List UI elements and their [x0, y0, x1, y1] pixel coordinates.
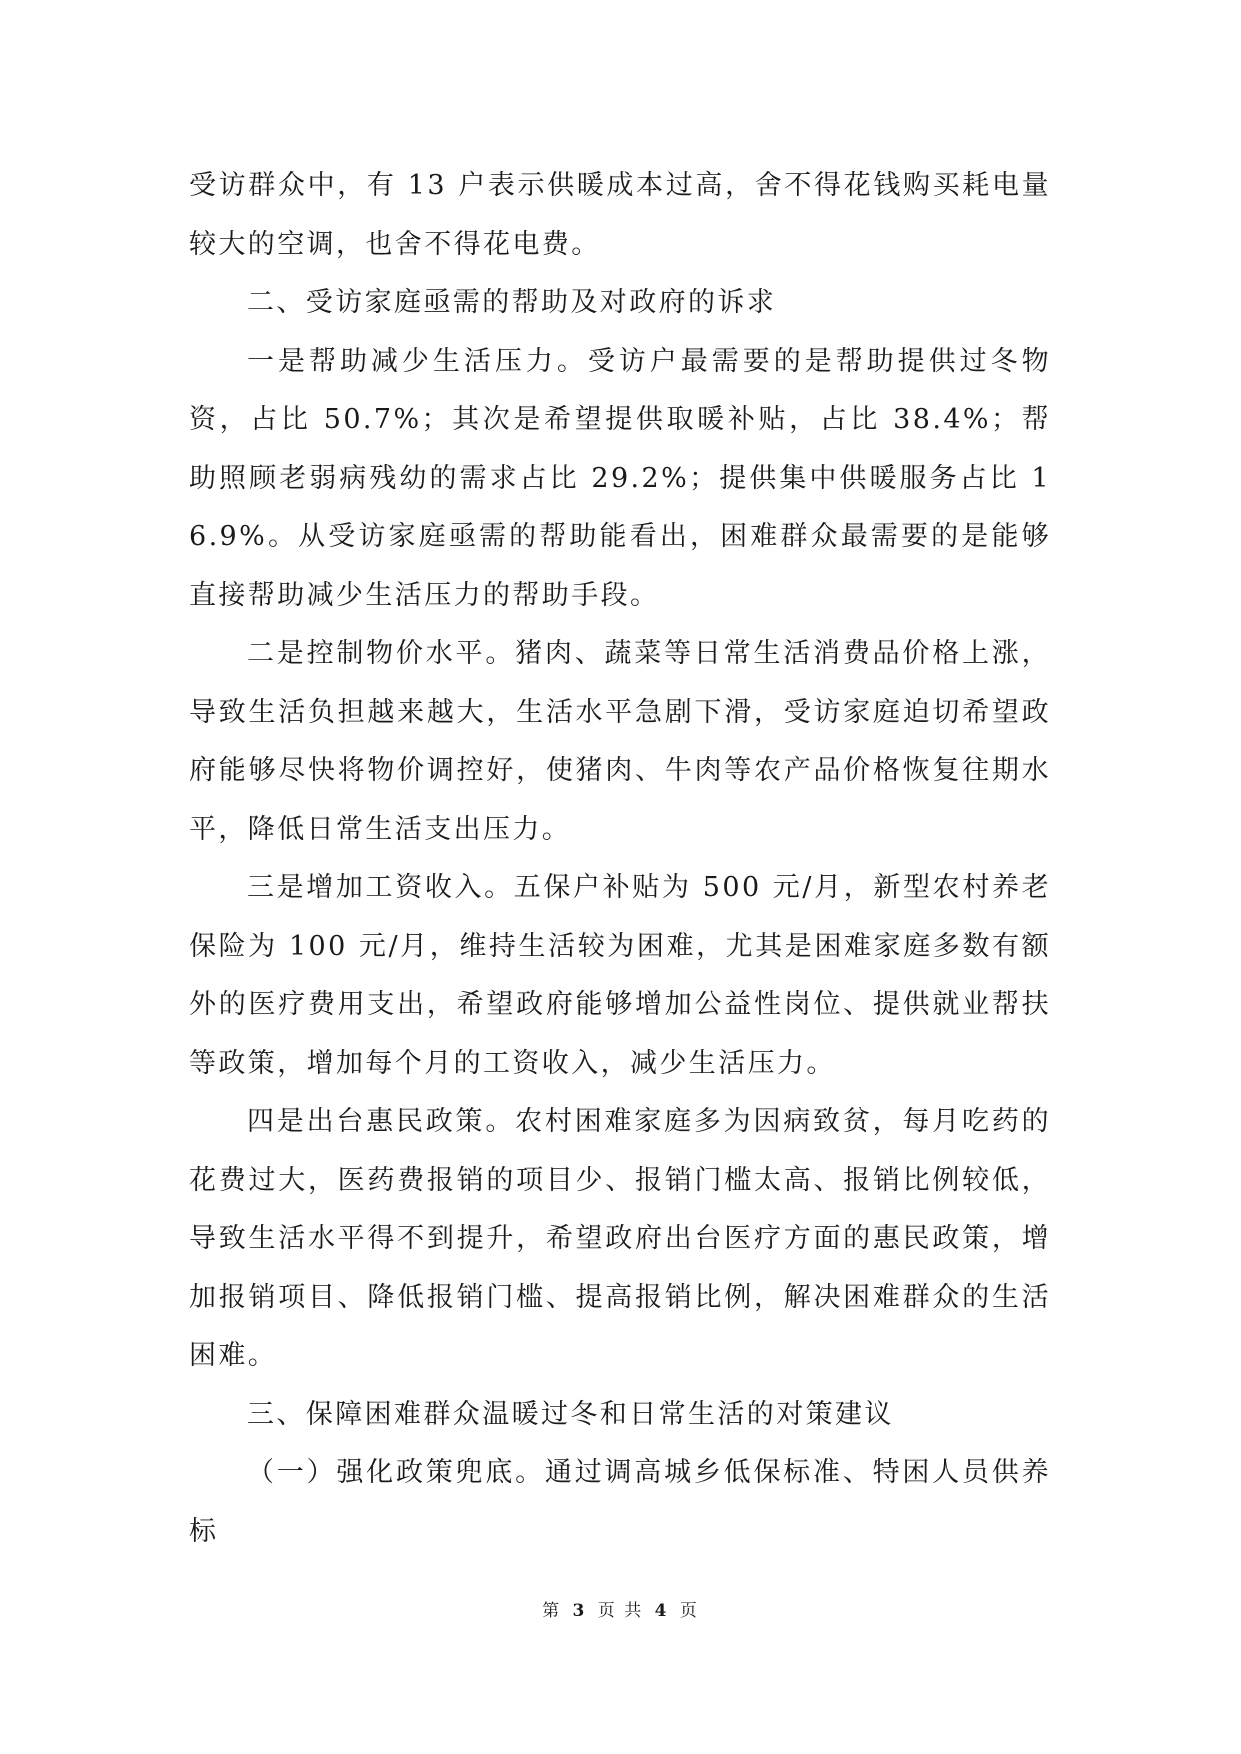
- paragraph-policy-backstop: （一）强化政策兜底。通过调高城乡低保标准、特困人员供养标: [189, 1457, 1051, 1547]
- paragraph-control-prices: 二是控制物价水平。猪肉、蔬菜等日常生活消费品价格上涨，导致生活负担越来越大，生活水平急剧下滑，受访家庭迫切希望政府能够尽快将物价调控好，使猪肉、牛肉等农产品价格恢复往期水平，降低日常生活支出压力。: [189, 638, 1051, 845]
- paragraph-increase-income: 三是增加工资收入。五保户补贴为 500 元/月，新型农村养老保险为 100 元/月，维持生活较为困难，尤其是困难家庭多数有额外的医疗费用支出，希望政府能够增加公益性岗位、提供就业帮扶等政策，增加每个月的工资收入，减少生活压力。: [189, 872, 1051, 1079]
- page-footer: [0, 1596, 1241, 1621]
- current-page-number: 3: [572, 1601, 587, 1621]
- document-body: [189, 157, 1051, 1561]
- footer-page-word: 页 共: [597, 1601, 644, 1621]
- section-heading-2: 二、受访家庭亟需的帮助及对政府的诉求: [247, 287, 777, 318]
- paragraph-benefit-policy: 四是出台惠民政策。农村困难家庭多为因病致贫，每月吃药的花费过大，医药费报销的项目少、报销门槛太高、报销比例较低，导致生活水平得不到提升，希望政府出台医疗方面的惠民政策，增加报销项目、降低报销门槛、提高报销比例，解决困难群众的生活困难。: [189, 1106, 1051, 1371]
- total-pages-number: 4: [654, 1601, 669, 1621]
- footer-suffix: 页: [679, 1601, 699, 1621]
- paragraph-reduce-pressure: 一是帮助减少生活压力。受访户最需要的是帮助提供过冬物资，占比 50.7%；其次是希望提供取暖补贴，占比 38.4%；帮助照顾老弱病残幼的需求占比 29.2%；提供集中供暖服务占比 16.9%。从受访家庭亟需的帮助能看出，困难群众最需要的是能够直接帮助减少生活压力的帮助手段。: [189, 345, 1051, 611]
- footer-prefix: 第: [542, 1601, 562, 1621]
- section-heading-3: 三、保障困难群众温暖过冬和日常生活的对策建议: [247, 1398, 894, 1430]
- paragraph-continuation: 受访群众中，有 13 户表示供暖成本过高，舍不得花钱购买耗电量较大的空调，也舍不得花电费。: [189, 170, 1051, 260]
